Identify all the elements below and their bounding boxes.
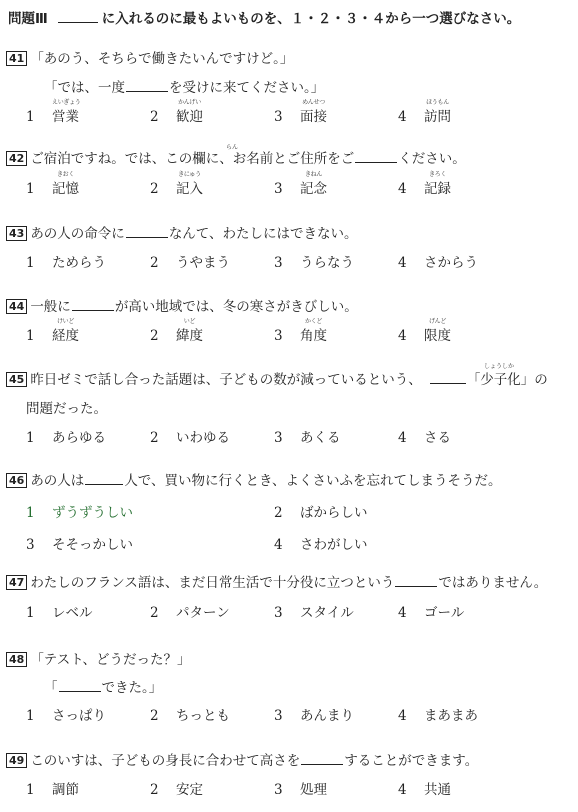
question-text: が高い地域では、冬の寒さがきびしい。 <box>114 299 358 315</box>
section-title: 問題Ⅲ <box>8 11 48 27</box>
answer-blank <box>59 679 101 692</box>
choice-text: さからう <box>424 255 478 271</box>
choice-number: 3 <box>274 109 283 125</box>
answer-blank <box>355 150 397 163</box>
question-text: 「少子化」の <box>466 372 548 388</box>
choice-4[interactable] <box>398 99 451 127</box>
choice-3[interactable] <box>274 171 327 199</box>
choice-2[interactable] <box>150 171 203 199</box>
furigana: けいど <box>56 318 75 325</box>
question-text: することができます。 <box>344 753 479 769</box>
choice-2[interactable] <box>150 706 230 726</box>
question-text: ご宿泊ですね。では、この欄に、お名前とご住所をご <box>30 151 355 167</box>
choice-number: 3 <box>26 537 35 553</box>
choice-number: 4 <box>398 181 407 197</box>
choice-number: 1 <box>26 708 35 724</box>
question-number: 43 <box>6 226 27 241</box>
choice-text: うらなう <box>300 255 354 271</box>
choice-text: 共通 <box>424 782 451 798</box>
choice-text: 営業 <box>52 109 79 125</box>
choice-text: 記念 <box>300 181 327 197</box>
choice-text: ばからしい <box>300 505 368 521</box>
choice-2[interactable] <box>150 428 230 448</box>
choice-2[interactable] <box>150 318 203 346</box>
furigana: かんげい <box>178 99 201 106</box>
choice-number: 4 <box>274 537 283 553</box>
choice-number: 1 <box>26 605 35 621</box>
choice-text: ちっとも <box>176 708 230 724</box>
furigana: きおく <box>56 171 75 178</box>
choice-row <box>0 503 578 523</box>
choice-row <box>0 318 578 346</box>
question-text: 「テスト、どうだった？」 <box>30 652 191 668</box>
answer-blank <box>126 225 168 238</box>
furigana: きろく <box>428 171 447 178</box>
choice-row <box>0 253 578 273</box>
question-number: 48 <box>6 652 27 667</box>
choice-text: あらゆる <box>52 430 106 446</box>
choice-1[interactable] <box>26 253 106 273</box>
choice-3[interactable] <box>274 318 327 346</box>
choice-text: 歓迎 <box>176 109 203 125</box>
choice-4[interactable] <box>398 706 478 726</box>
choice-number: 1 <box>26 328 35 344</box>
choice-1[interactable] <box>26 428 106 448</box>
question-text: 「あのう、そちらで働きたいんですけど。」 <box>30 51 294 67</box>
choice-text: ずうずうしい <box>52 505 133 521</box>
choice-row <box>0 171 578 199</box>
choice-number: 4 <box>398 782 407 798</box>
question-text: 一般に <box>30 299 71 315</box>
choice-number: 3 <box>274 181 283 197</box>
choice-text: 処理 <box>300 782 327 798</box>
choice-3[interactable] <box>274 428 341 448</box>
choice-text: パターン <box>176 605 230 621</box>
question-41 <box>6 50 293 68</box>
choice-number: 4 <box>398 430 407 446</box>
choice-number: 2 <box>274 505 283 521</box>
choice-4[interactable] <box>274 535 368 555</box>
question-47 <box>6 574 547 592</box>
furigana: いど <box>183 318 196 325</box>
furigana: きねん <box>304 171 323 178</box>
choice-row <box>0 603 578 623</box>
choice-text: 限度 <box>424 328 451 344</box>
choice-number: 2 <box>150 255 159 271</box>
choice-number: 1 <box>26 109 35 125</box>
choice-1[interactable] <box>26 503 133 523</box>
question-text: あの人の命令に <box>30 226 125 242</box>
choice-number: 2 <box>150 109 159 125</box>
question-text: なんて、わたしにはできない。 <box>168 226 358 242</box>
furigana: しょうしか <box>484 363 515 370</box>
question-number: 41 <box>6 51 27 66</box>
choice-number: 4 <box>398 708 407 724</box>
choice-2[interactable] <box>150 603 230 623</box>
choice-4[interactable] <box>398 603 464 623</box>
choice-2[interactable] <box>150 253 230 273</box>
choice-number: 3 <box>274 782 283 798</box>
question-number: 46 <box>6 473 27 488</box>
choice-number: 2 <box>150 708 159 724</box>
question-43 <box>6 225 358 243</box>
question-number: 44 <box>6 299 27 314</box>
question-42 <box>6 150 466 168</box>
question-number: 47 <box>6 575 27 590</box>
furigana: めんせつ <box>302 99 325 106</box>
choice-text: うやまう <box>176 255 230 271</box>
choice-text: さわがしい <box>300 537 368 553</box>
choice-number: 1 <box>26 430 35 446</box>
choice-number: 3 <box>274 328 283 344</box>
choice-text: そそっかしい <box>52 537 133 553</box>
question-49 <box>6 752 478 770</box>
section-instruction: に入れるのに最もよいものを、１・２・３・４から一つ選びなさい。 <box>101 11 521 27</box>
question-44 <box>6 298 358 316</box>
choice-text: いわゆる <box>176 430 230 446</box>
question-text: 人で、買い物に行くとき、よくさいふを忘れてしまうそうだ。 <box>124 473 502 489</box>
choice-number: 4 <box>398 255 407 271</box>
question-48-line2 <box>44 679 162 697</box>
choice-text: さる <box>424 430 451 446</box>
furigana: かくど <box>304 318 323 325</box>
question-text: あの人は <box>30 473 85 489</box>
answer-blank <box>430 371 466 384</box>
choice-number: 4 <box>398 605 407 621</box>
choice-number: 2 <box>150 181 159 197</box>
choice-2[interactable] <box>150 99 203 127</box>
question-45-line2: 問題だった。 <box>26 401 107 417</box>
question-48 <box>6 651 191 669</box>
choice-text: レベル <box>52 605 93 621</box>
choice-text: 訪問 <box>424 109 451 125</box>
choice-4[interactable] <box>398 318 451 346</box>
choice-text: まあまあ <box>424 708 478 724</box>
choice-number: 2 <box>150 782 159 798</box>
choice-number: 3 <box>274 430 283 446</box>
choice-1[interactable] <box>26 706 106 726</box>
choice-number: 1 <box>26 181 35 197</box>
choice-4[interactable] <box>398 428 451 448</box>
choice-number: 1 <box>26 255 35 271</box>
question-number: 49 <box>6 753 27 768</box>
question-text: できた。」 <box>101 680 163 696</box>
choice-number: 3 <box>274 255 283 271</box>
question-45 <box>6 371 548 389</box>
choice-row <box>0 706 578 726</box>
choice-3[interactable] <box>274 780 327 800</box>
choice-1[interactable] <box>26 99 81 127</box>
answer-blank <box>58 10 98 23</box>
choice-text: 記入 <box>176 181 203 197</box>
question-text: ではありません。 <box>438 575 548 591</box>
choice-3[interactable] <box>274 253 354 273</box>
question-text: を受けに来てください。」 <box>169 80 325 96</box>
choice-4[interactable] <box>398 253 478 273</box>
choice-3[interactable] <box>274 603 354 623</box>
choice-text: スタイル <box>300 605 354 621</box>
choice-4[interactable] <box>398 171 451 199</box>
choice-3[interactable] <box>274 99 327 127</box>
choice-text: 記憶 <box>52 181 79 197</box>
choice-text: さっぱり <box>52 708 106 724</box>
choice-text: 面接 <box>300 109 327 125</box>
choice-4[interactable] <box>398 780 451 800</box>
choice-2[interactable] <box>150 780 203 800</box>
choice-number: 2 <box>150 430 159 446</box>
furigana: らん <box>226 144 239 151</box>
question-text: このいすは、子どもの身長に合わせて高さを <box>30 753 301 769</box>
furigana: きにゅう <box>178 171 201 178</box>
section-header <box>8 7 520 27</box>
choice-text: 安定 <box>176 782 203 798</box>
question-text: 「 <box>44 680 58 696</box>
choice-1[interactable] <box>26 318 79 346</box>
choice-3[interactable] <box>274 706 354 726</box>
choice-number: 1 <box>26 505 35 521</box>
choice-text: 調節 <box>52 782 79 798</box>
answer-blank <box>301 752 343 765</box>
question-text: 「では、一度 <box>44 80 125 96</box>
question-text: 昨日ゼミで話し合った話題は、子どもの数が減っているという、 <box>30 372 422 388</box>
choice-row <box>0 535 578 555</box>
choice-row <box>0 780 578 800</box>
choice-text: 角度 <box>300 328 327 344</box>
choice-text: あくる <box>300 430 341 446</box>
choice-number: 2 <box>150 605 159 621</box>
choice-row <box>0 428 578 448</box>
answer-blank <box>72 298 114 311</box>
answer-blank <box>85 472 123 485</box>
choice-text: 記録 <box>424 181 451 197</box>
choice-number: 3 <box>274 708 283 724</box>
choice-1[interactable] <box>26 603 93 623</box>
question-41-line2 <box>44 79 324 97</box>
choice-number: 1 <box>26 782 35 798</box>
choice-3[interactable] <box>26 535 133 555</box>
question-text: わたしのフランス語は、まだ日常生活で十分役に立つという <box>30 575 395 591</box>
choice-text: 緯度 <box>176 328 203 344</box>
question-number: 42 <box>6 151 27 166</box>
furigana: げんど <box>428 318 447 325</box>
question-text: ください。 <box>398 151 466 167</box>
answer-blank <box>395 574 437 587</box>
furigana: えいぎょう <box>52 99 81 106</box>
choice-number: 2 <box>150 328 159 344</box>
question-number: 45 <box>6 372 27 387</box>
choice-2[interactable] <box>274 503 368 523</box>
question-46 <box>6 472 502 490</box>
choice-row <box>0 99 578 127</box>
choice-number: 4 <box>398 109 407 125</box>
choice-text: ゴール <box>424 605 465 621</box>
furigana: ほうもん <box>426 99 449 106</box>
choice-number: 3 <box>274 605 283 621</box>
choice-text: 経度 <box>52 328 79 344</box>
choice-1[interactable] <box>26 171 79 199</box>
choice-number: 4 <box>398 328 407 344</box>
choice-1[interactable] <box>26 780 79 800</box>
answer-blank <box>126 79 168 92</box>
choice-text: あんまり <box>300 708 354 724</box>
choice-text: ためらう <box>52 255 106 271</box>
